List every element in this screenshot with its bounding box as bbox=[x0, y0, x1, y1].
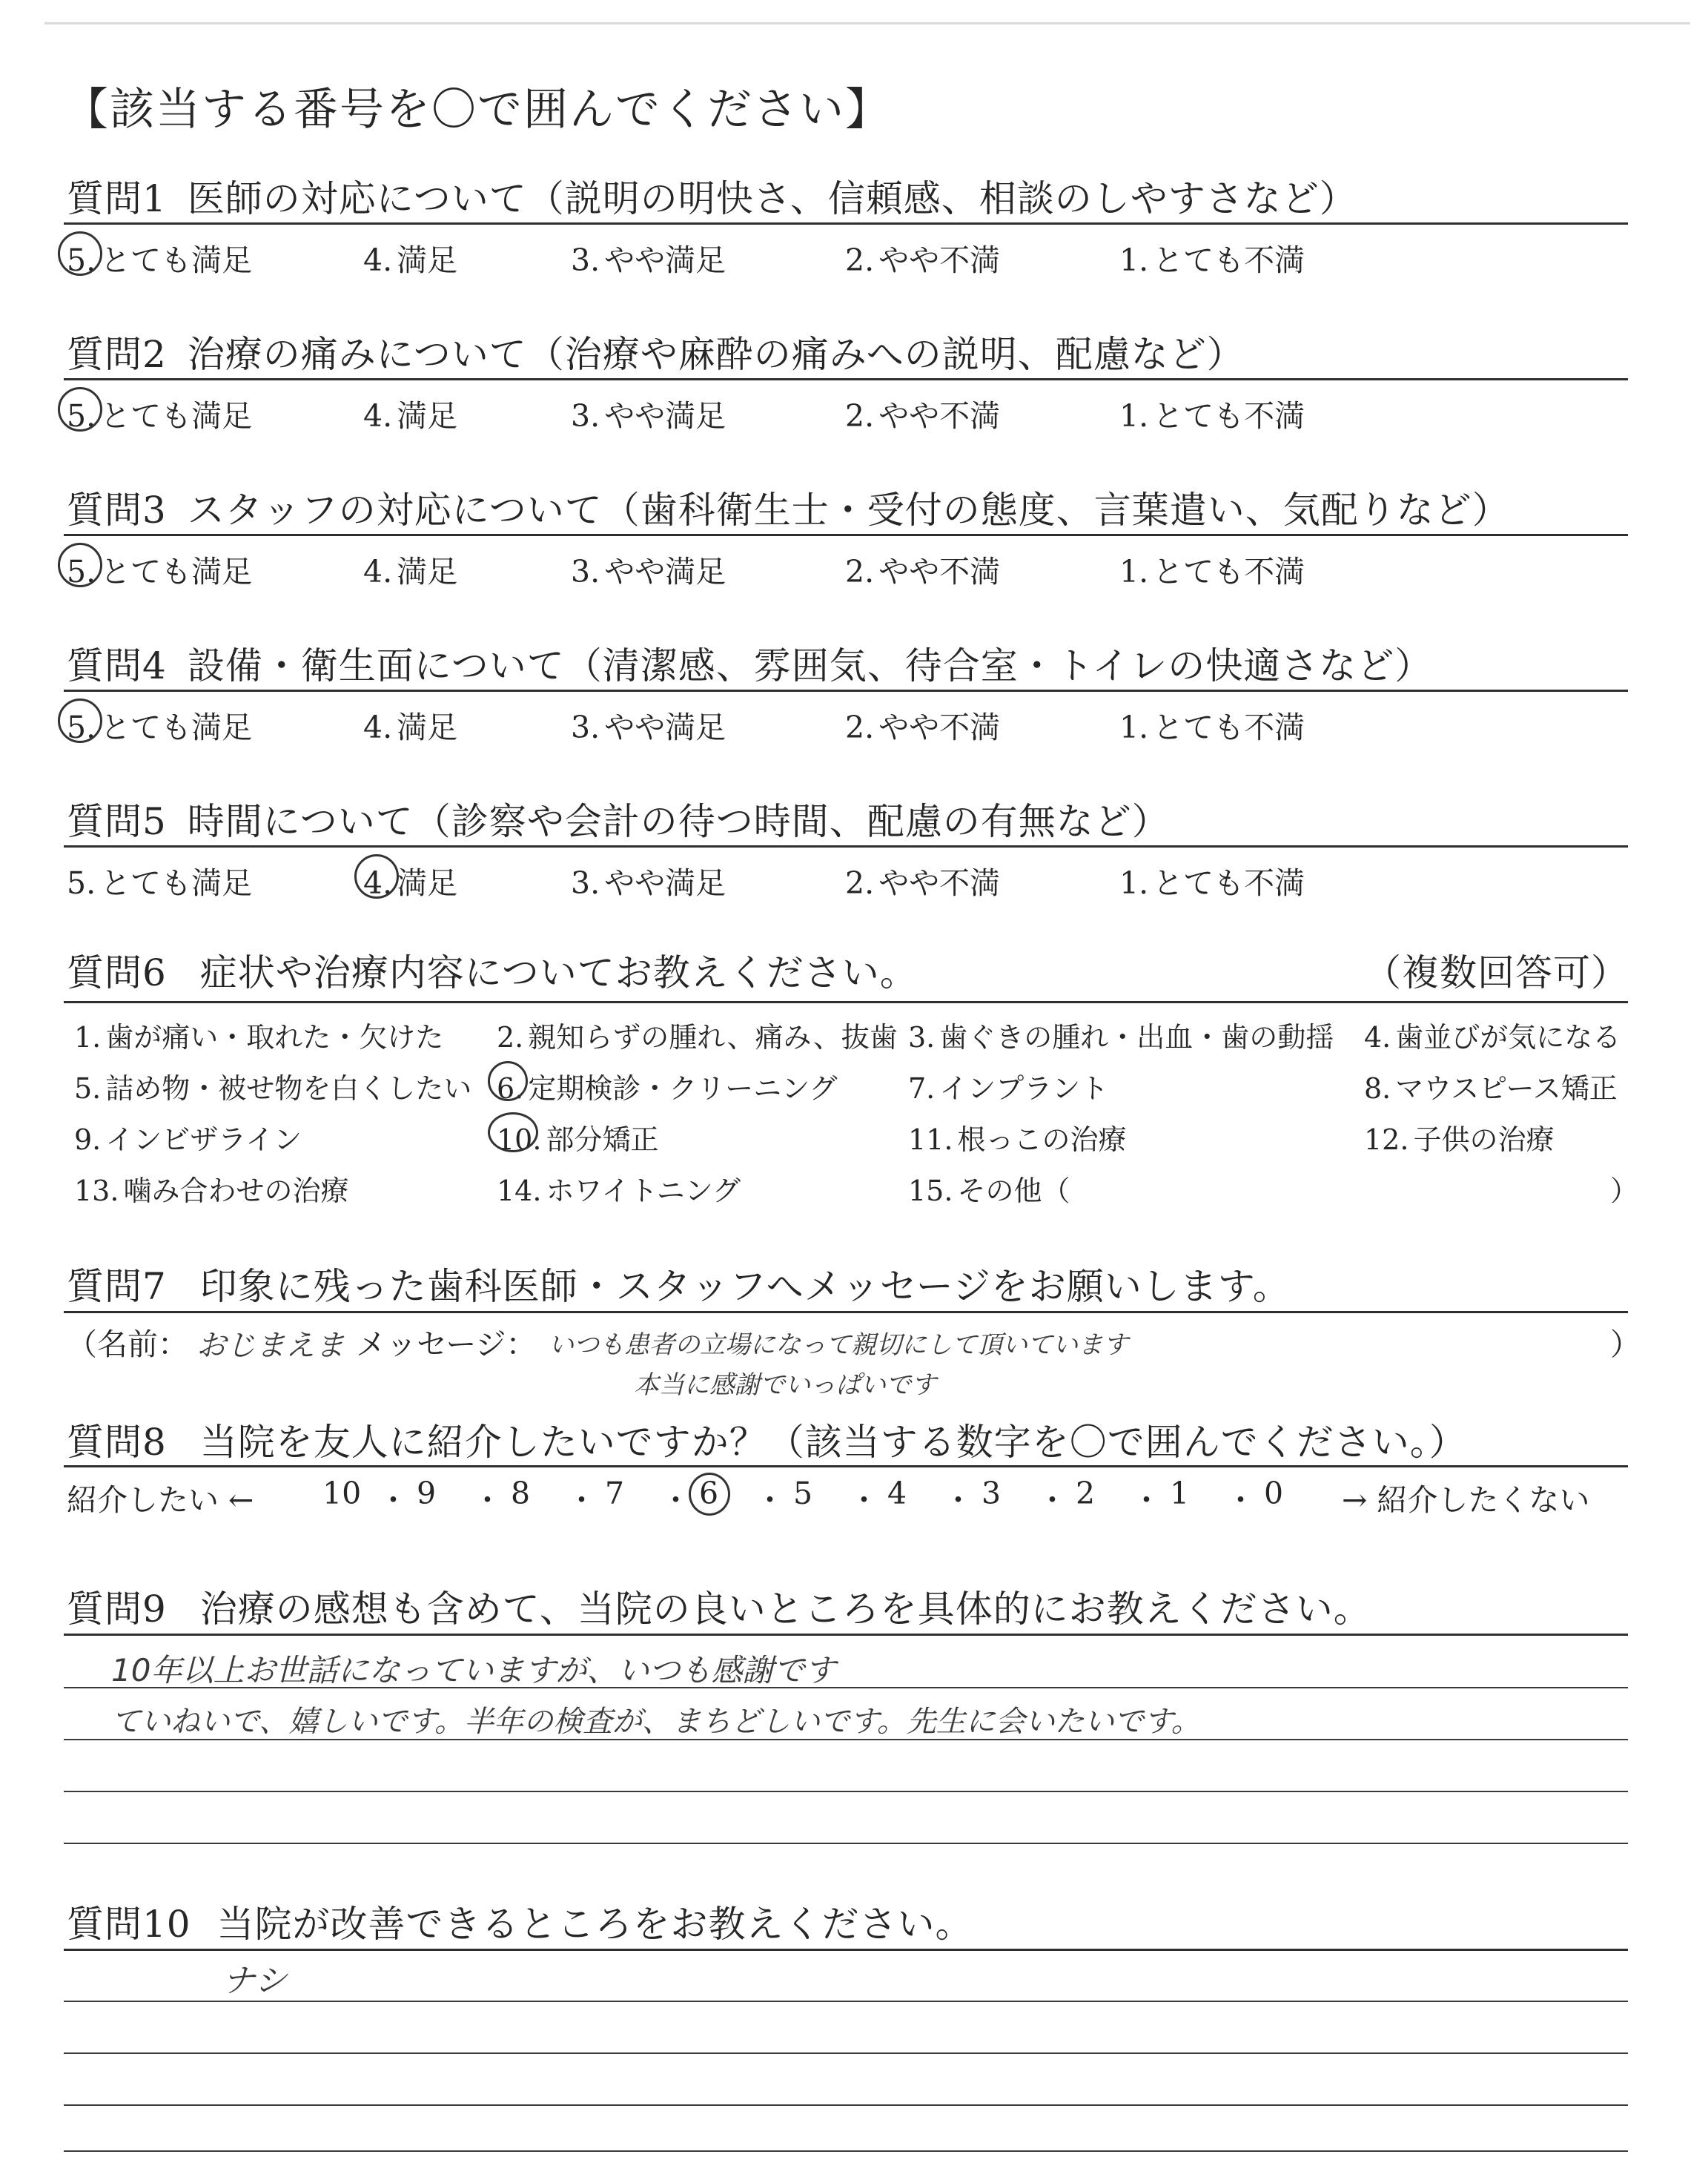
rating-option bbox=[1119, 859, 1305, 902]
rating-option bbox=[363, 236, 457, 280]
rating-option bbox=[363, 547, 457, 591]
q6-item bbox=[497, 1168, 741, 1209]
selection-circle bbox=[58, 387, 102, 432]
q7-name-value: おじまえま bbox=[196, 1329, 345, 1363]
rating-option-number: 3. bbox=[571, 242, 600, 278]
rating-option-number: 1. bbox=[1119, 242, 1149, 278]
q8-rule bbox=[64, 1465, 1628, 1467]
q8-scale-dot: ・ bbox=[755, 1482, 785, 1518]
q8-scale-value: 9 bbox=[417, 1476, 437, 1511]
rating-option bbox=[845, 703, 1000, 747]
q7-message-line1: いつも患者の立場になって親切にして頂いています bbox=[549, 1330, 1128, 1360]
rating-option-number: 4. bbox=[363, 398, 393, 434]
question-3 bbox=[67, 480, 1510, 534]
rating-option-label: とても不満 bbox=[1153, 554, 1305, 589]
selection-circle bbox=[488, 1112, 538, 1152]
q6-item-number: 6. bbox=[497, 1072, 524, 1105]
rating-option-number: 4. bbox=[363, 865, 393, 901]
rating-option-number: 1. bbox=[1119, 710, 1149, 745]
q10-answer-line bbox=[64, 2001, 1628, 2002]
rating-option bbox=[363, 392, 457, 435]
question-text: スタッフの対応について（歯科衛生士・受付の態度、言葉遣い、気配りなど） bbox=[187, 489, 1510, 532]
q8-scale-value: 0 bbox=[1264, 1476, 1284, 1511]
rating-option bbox=[1119, 703, 1305, 747]
q10-answer-line bbox=[64, 2150, 1628, 2152]
selection-circle bbox=[58, 231, 102, 276]
q6-text: 症状や治療内容についてお教えください。 bbox=[199, 951, 918, 994]
q7-label: 質問7 bbox=[67, 1265, 167, 1308]
rating-option-number: 4. bbox=[363, 554, 393, 589]
q6-item-label: 歯が痛い・取れた・欠けた bbox=[105, 1021, 444, 1054]
form-title: 【該当する番号を〇で囲んでください】 bbox=[64, 84, 891, 136]
rating-option bbox=[571, 703, 726, 747]
rating-option-label: 満足 bbox=[397, 865, 458, 901]
rating-option bbox=[571, 236, 726, 280]
rating-option bbox=[845, 392, 1000, 435]
q8-scale-dot: ・ bbox=[661, 1482, 691, 1518]
rating-option-label: やや満足 bbox=[604, 554, 726, 589]
q8-scale-value: 6 bbox=[699, 1476, 719, 1511]
rating-option-label: やや不満 bbox=[878, 710, 1001, 745]
q6-item-number: 2. bbox=[497, 1021, 524, 1054]
q6-rule bbox=[64, 1001, 1628, 1003]
q7-message-label: メッセージ： bbox=[356, 1327, 537, 1362]
rating-option-number: 1. bbox=[1119, 554, 1149, 589]
q7-rule bbox=[64, 1311, 1628, 1313]
rating-option-number: 5. bbox=[67, 398, 96, 434]
rating-option-number: 2. bbox=[845, 242, 875, 278]
q6-item bbox=[74, 1066, 471, 1106]
rating-option-number: 5. bbox=[67, 710, 96, 745]
rating-option-number: 1. bbox=[1119, 865, 1149, 901]
q6-item-label: 子供の治療 bbox=[1413, 1123, 1555, 1156]
q7-message-line2: 本当に感謝でいっぱいです bbox=[634, 1370, 936, 1400]
q6-item-label: 定期検診・クリーニング bbox=[528, 1072, 838, 1105]
q9-answer-line1: 10年以上お世話になっていますが、いつも感謝です bbox=[111, 1652, 836, 1688]
q6-item-number: 7. bbox=[908, 1072, 936, 1105]
question-4 bbox=[67, 636, 1432, 690]
q6-item-label: 詰め物・被せ物を白くしたい bbox=[105, 1072, 472, 1105]
q8-scale-dot: ・ bbox=[378, 1482, 408, 1518]
rating-option-label: とても満足 bbox=[100, 554, 253, 589]
top-edge-line bbox=[44, 22, 1690, 24]
q6-item-label: 噛み合わせの治療 bbox=[123, 1175, 349, 1207]
rating-option-label: とても不満 bbox=[1153, 398, 1305, 434]
q8-scale-value: 10 bbox=[322, 1476, 362, 1511]
q6-item-number: 3. bbox=[908, 1021, 936, 1054]
question-label: 質問2 bbox=[67, 333, 167, 376]
q10-rule bbox=[64, 1949, 1628, 1951]
rating-option-number: 1. bbox=[1119, 398, 1149, 434]
q9-label: 質問9 bbox=[67, 1588, 167, 1631]
q8-text: 当院を友人に紹介したいですか？（該当する数字を〇で囲んでください。） bbox=[199, 1421, 1467, 1464]
q6-item-label: 歯並びが気になる bbox=[1395, 1021, 1621, 1054]
q6-item-label: 親知らずの腫れ、痛み、抜歯 bbox=[528, 1021, 898, 1054]
question-2 bbox=[67, 325, 1245, 378]
q6-item-label: マウスピース矯正 bbox=[1395, 1072, 1618, 1105]
rating-option-number: 5. bbox=[67, 554, 96, 589]
rating-option-number: 3. bbox=[571, 554, 600, 589]
question-text: 医師の対応について（説明の明快さ、信頼感、相談のしやすさなど） bbox=[187, 177, 1357, 220]
question-rule bbox=[64, 845, 1628, 848]
q8-label: 質問8 bbox=[67, 1421, 167, 1464]
q8-scale-value: 1 bbox=[1170, 1476, 1190, 1511]
rating-option-number: 5. bbox=[67, 242, 96, 278]
q8-scale-dot: ・ bbox=[1131, 1482, 1162, 1518]
selection-circle bbox=[354, 854, 399, 899]
question-rule bbox=[64, 534, 1628, 536]
q6-item-number: 10. bbox=[497, 1123, 542, 1156]
q9-answer-line bbox=[64, 1843, 1628, 1844]
rating-option-label: 満足 bbox=[397, 398, 458, 434]
q6-other-close: ） bbox=[1610, 1175, 1639, 1207]
q10-text: 当院が改善できるところをお教えください。 bbox=[216, 1903, 973, 1946]
q6-item bbox=[497, 1014, 898, 1055]
question-label: 質問5 bbox=[67, 800, 167, 843]
rating-option bbox=[67, 859, 252, 902]
rating-option-number: 2. bbox=[845, 710, 875, 745]
rating-option bbox=[571, 859, 726, 902]
rating-option-label: とても満足 bbox=[100, 398, 253, 434]
rating-option-number: 3. bbox=[571, 398, 600, 434]
selection-circle bbox=[488, 1061, 528, 1101]
q6-item-number: 9. bbox=[74, 1123, 102, 1156]
q8-scale-dot: ・ bbox=[849, 1482, 879, 1518]
q6-item-label: インビザライン bbox=[105, 1123, 302, 1156]
q8-scale-value: 4 bbox=[887, 1476, 907, 1511]
q6-item bbox=[1364, 1014, 1621, 1055]
rating-option-label: とても不満 bbox=[1153, 242, 1305, 278]
question-5 bbox=[67, 792, 1170, 845]
rating-option-label: やや不満 bbox=[878, 865, 1001, 901]
question-text: 設備・衛生面について（清潔感、雰囲気、待合室・トイレの快適さなど） bbox=[187, 644, 1433, 687]
question-rule bbox=[64, 690, 1628, 692]
q6-item-label: その他（ bbox=[957, 1175, 1070, 1207]
rating-option bbox=[845, 547, 1000, 591]
rating-option-label: やや満足 bbox=[604, 242, 726, 278]
rating-option-label: やや満足 bbox=[604, 398, 726, 434]
q6-item-number: 12. bbox=[1364, 1123, 1409, 1156]
q6-item-label: 部分矯正 bbox=[546, 1123, 659, 1156]
q6-note: （複数回答可） bbox=[1364, 951, 1629, 994]
q10-label: 質問10 bbox=[67, 1903, 191, 1946]
rating-option-number: 2. bbox=[845, 398, 875, 434]
q6-item-label: 根っこの治療 bbox=[957, 1123, 1127, 1156]
rating-option-label: やや不満 bbox=[878, 398, 1001, 434]
q9-answer-line bbox=[64, 1791, 1628, 1792]
q6-item-number: 4. bbox=[1364, 1021, 1391, 1054]
q6-item bbox=[1364, 1066, 1618, 1106]
selection-circle bbox=[58, 543, 102, 587]
q6-item bbox=[1364, 1117, 1554, 1157]
q6-item bbox=[497, 1066, 838, 1106]
q6-item bbox=[74, 1014, 443, 1055]
q8-scale-value: 2 bbox=[1076, 1476, 1096, 1511]
rating-option-label: やや不満 bbox=[878, 242, 1001, 278]
q6-item-number: 15. bbox=[908, 1175, 953, 1207]
rating-option bbox=[1119, 392, 1305, 435]
q10-answer: ナシ bbox=[222, 1962, 288, 2000]
q8-right-label: → 紹介したくない bbox=[1342, 1482, 1590, 1518]
q9-text: 治療の感想も含めて、当院の良いところを具体的にお教えください。 bbox=[199, 1588, 1371, 1631]
question-rule bbox=[64, 222, 1628, 225]
q6-item-number: 11. bbox=[908, 1123, 953, 1156]
q8-scale-dot: ・ bbox=[1225, 1482, 1256, 1518]
q8-scale-value: 3 bbox=[982, 1476, 1002, 1511]
q6-item bbox=[74, 1117, 302, 1157]
rating-option-label: 満足 bbox=[397, 554, 458, 589]
question-1 bbox=[67, 169, 1357, 222]
rating-option-label: やや満足 bbox=[604, 710, 726, 745]
rating-option-number: 3. bbox=[571, 710, 600, 745]
rating-option-label: とても満足 bbox=[100, 710, 253, 745]
rating-option bbox=[1119, 236, 1305, 280]
question-label: 質問4 bbox=[67, 644, 167, 687]
rating-option bbox=[845, 236, 1000, 280]
question-label: 質問3 bbox=[67, 489, 167, 532]
question-label: 質問1 bbox=[67, 177, 167, 220]
rating-option-number: 3. bbox=[571, 865, 600, 901]
rating-option-label: 満足 bbox=[397, 242, 458, 278]
q7-close: ） bbox=[1610, 1327, 1641, 1362]
q8-scale-value: 5 bbox=[793, 1476, 813, 1511]
q6-item-label: インプラント bbox=[939, 1072, 1109, 1105]
rating-option-label: とても満足 bbox=[100, 242, 253, 278]
rating-option-label: やや満足 bbox=[604, 865, 726, 901]
rating-option-label: 満足 bbox=[397, 710, 458, 745]
q8-scale-dot: ・ bbox=[1037, 1482, 1068, 1518]
q6-item bbox=[908, 1066, 1108, 1106]
rating-option-number: 4. bbox=[363, 710, 393, 745]
rating-option-label: とても不満 bbox=[1153, 710, 1305, 745]
question-text: 治療の痛みについて（治療や麻酔の痛みへの説明、配慮など） bbox=[187, 333, 1245, 376]
rating-option-label: とても満足 bbox=[100, 865, 253, 901]
q7-name-label: （名前： bbox=[67, 1327, 188, 1362]
question-text: 時間について（診察や会計の待つ時間、配慮の有無など） bbox=[187, 800, 1170, 843]
q8-left-label: 紹介したい ← bbox=[67, 1482, 254, 1518]
q9-rule bbox=[64, 1634, 1628, 1636]
q6-item-label: 歯ぐきの腫れ・出血・歯の動揺 bbox=[939, 1021, 1334, 1054]
rating-option-number: 4. bbox=[363, 242, 393, 278]
q6-item bbox=[908, 1168, 1070, 1209]
rating-option-number: 2. bbox=[845, 865, 875, 901]
q6-item-number: 14. bbox=[497, 1175, 542, 1207]
q8-scale-dot: ・ bbox=[472, 1482, 503, 1518]
selection-circle bbox=[58, 698, 102, 743]
rating-option bbox=[845, 859, 1000, 902]
q8-scale-dot: ・ bbox=[566, 1482, 597, 1518]
rating-option-number: 5. bbox=[67, 865, 96, 901]
q6-label: 質問6 bbox=[67, 951, 167, 994]
q10-answer-line bbox=[64, 2052, 1628, 2054]
rating-option-label: とても不満 bbox=[1153, 865, 1305, 901]
q6-item-number: 8. bbox=[1364, 1072, 1391, 1105]
q6-item-number: 13. bbox=[74, 1175, 119, 1207]
rating-option bbox=[363, 703, 457, 747]
q8-scale-value: 8 bbox=[511, 1476, 531, 1511]
selection-circle bbox=[689, 1473, 730, 1516]
q6-item-number: 1. bbox=[74, 1021, 102, 1054]
q8-scale-dot: ・ bbox=[943, 1482, 973, 1518]
rating-option bbox=[571, 392, 726, 435]
q6-item bbox=[908, 1117, 1126, 1157]
q8-scale-value: 7 bbox=[605, 1476, 625, 1511]
q6-item-label: ホワイトニング bbox=[546, 1175, 741, 1207]
q6-item bbox=[908, 1014, 1334, 1055]
q6-item-number: 5. bbox=[74, 1072, 102, 1105]
q9-answer-line2: ていねいで、嬉しいです。半年の検査が、まちどしいです。先生に会いたいです。 bbox=[111, 1705, 1201, 1739]
rating-option bbox=[571, 547, 726, 591]
q6-item bbox=[74, 1168, 348, 1209]
question-rule bbox=[64, 378, 1628, 380]
rating-option-number: 2. bbox=[845, 554, 875, 589]
rating-option-label: やや不満 bbox=[878, 554, 1001, 589]
q7-text: 印象に残った歯科医師・スタッフへメッセージをお願いします。 bbox=[199, 1265, 1291, 1308]
rating-option bbox=[1119, 547, 1305, 591]
q10-answer-line bbox=[64, 2104, 1628, 2106]
